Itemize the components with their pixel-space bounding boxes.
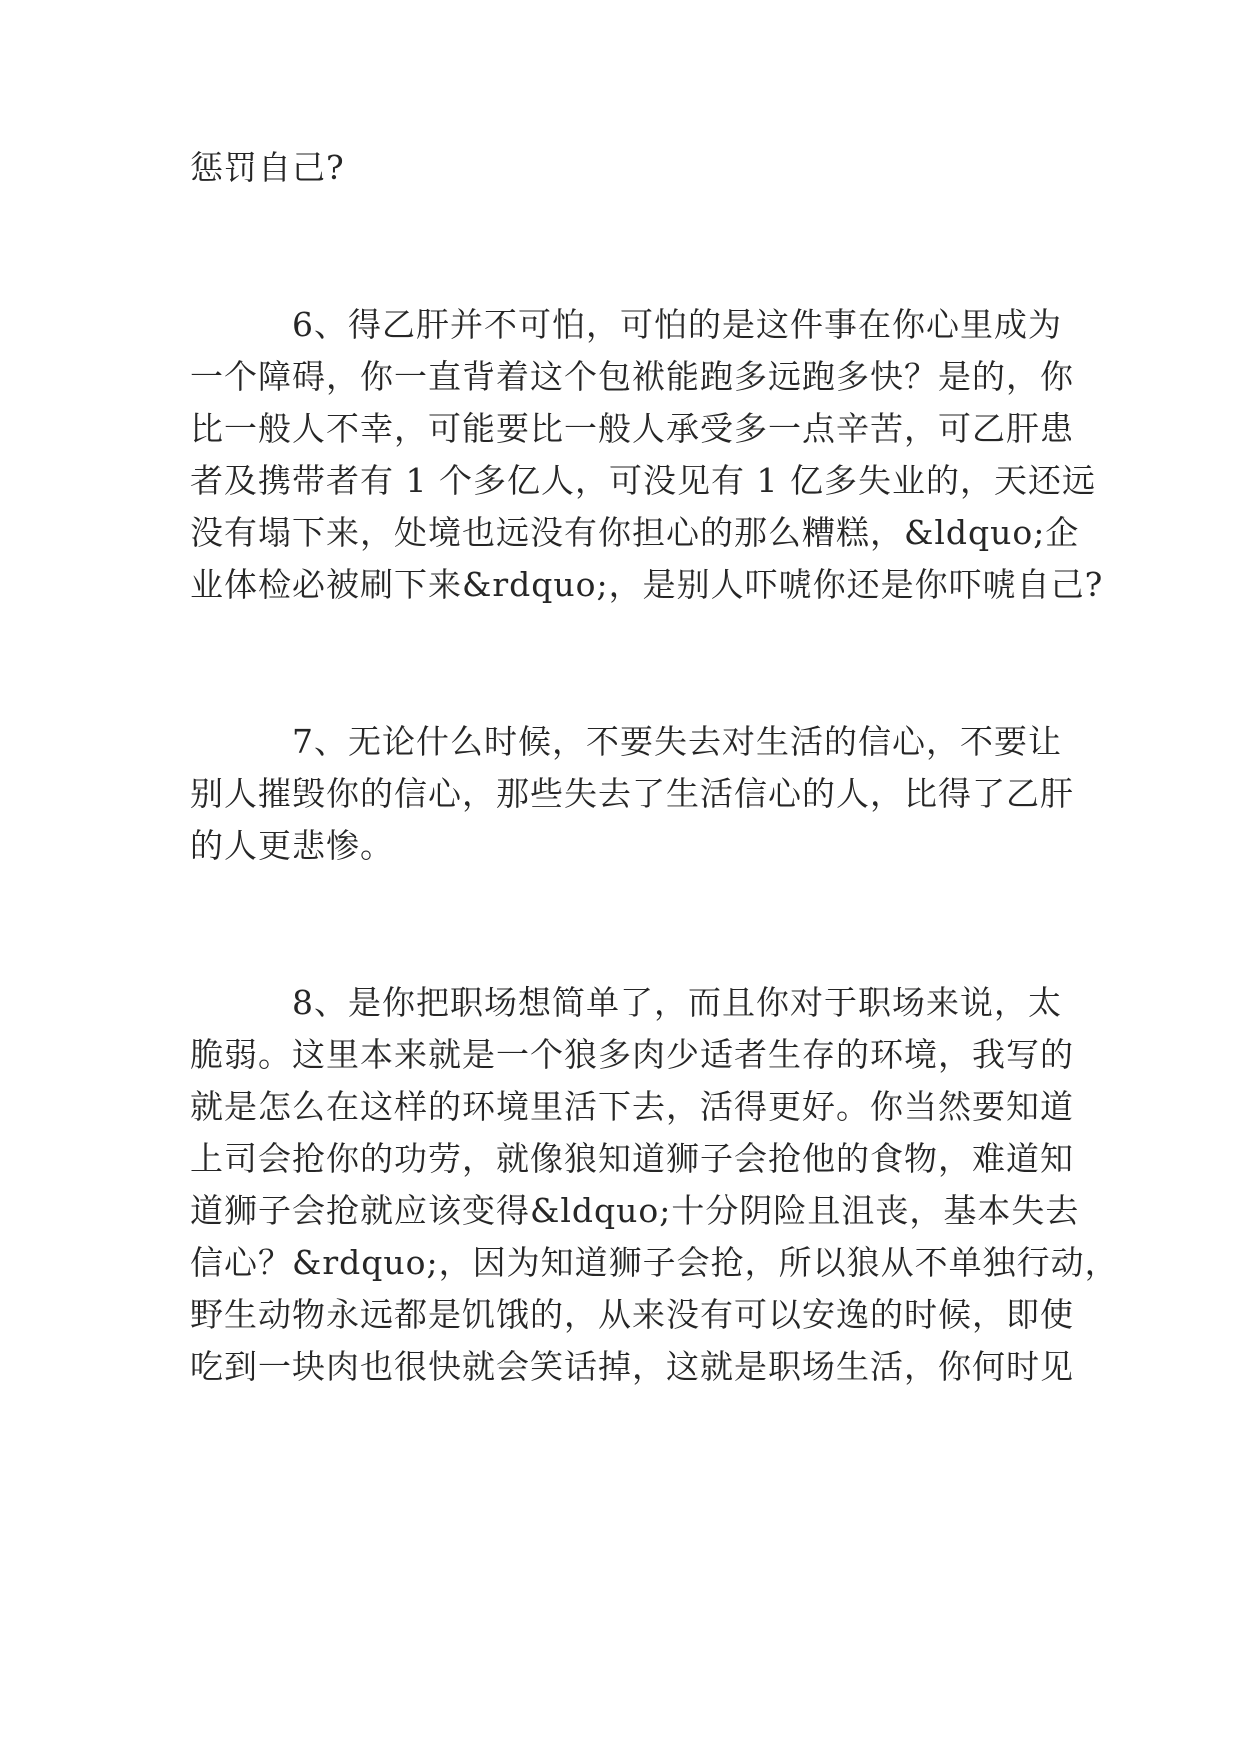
paragraph-8-line-4: 上司会抢你的功劳，就像狼知道狮子会抢他的食物，难道知 [190,1139,1074,1178]
paragraph-8-line-8: 吃到一块肉也很快就会笑话掉，这就是职场生活，你何时见 [190,1347,1074,1386]
paragraph-8-line-1: 8、是你把职场想简单了，而且你对于职场来说，太 [292,983,1062,1022]
paragraph-7-line-3: 的人更悲惨。 [190,826,394,865]
paragraph-8-line-6: 信心？&rdquo;，因为知道狮子会抢，所以狼从不单独行动， [190,1243,1119,1282]
paragraph-7-line-1: 7、无论什么时候，不要失去对生活的信心，不要让 [292,722,1062,761]
paragraph-8-line-7: 野生动物永远都是饥饿的，从来没有可以安逸的时候，即使 [190,1295,1074,1334]
paragraph-7-line-2: 别人摧毁你的信心，那些失去了生活信心的人，比得了乙肝 [190,774,1074,813]
paragraph-6-line-3: 比一般人不幸，可能要比一般人承受多一点辛苦，可乙肝患 [190,409,1074,448]
paragraph-8-line-3: 就是怎么在这样的环境里活下去，活得更好。你当然要知道 [190,1087,1074,1126]
paragraph-8-line-2: 脆弱。这里本来就是一个狼多肉少适者生存的环境，我写的 [190,1035,1074,1074]
paragraph-6-line-6: 业体检必被刷下来&rdquo;，是别人吓唬你还是你吓唬自己? [190,565,1104,604]
fragment-line: 惩罚自己? [190,148,345,187]
paragraph-8-line-5: 道狮子会抢就应该变得&ldquo;十分阴险且沮丧，基本失去 [190,1191,1080,1230]
paragraph-6-line-2: 一个障碍，你一直背着这个包袱能跑多远跑多快？是的，你 [190,357,1074,396]
paragraph-6-line-4: 者及携带者有 1 个多亿人，可没见有 1 亿多失业的，天还远 [190,461,1096,500]
paragraph-6-line-5: 没有塌下来，处境也远没有你担心的那么糟糕，&ldquo;企 [190,513,1080,552]
paragraph-6-line-1: 6、得乙肝并不可怕，可怕的是这件事在你心里成为 [292,305,1062,344]
